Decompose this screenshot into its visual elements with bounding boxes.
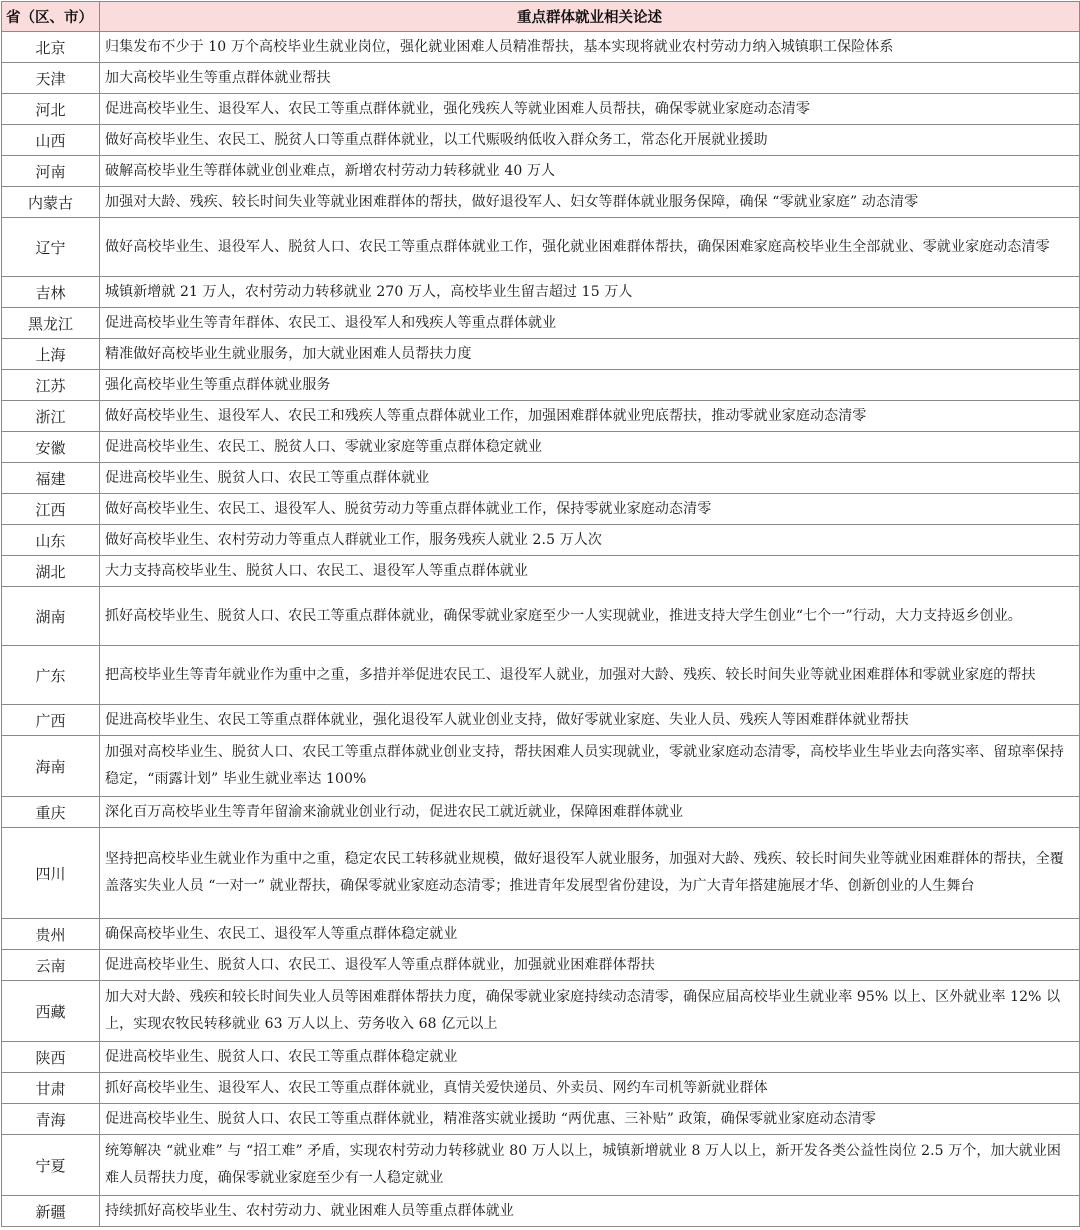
table-row xyxy=(2,919,1080,950)
province-cell: 福建 xyxy=(2,463,100,494)
table-row xyxy=(2,401,1080,432)
province-cell: 辽宁 xyxy=(2,218,100,277)
statement-cell: 做好高校毕业生、农村劳动力等重点人群就业工作，服务残疾人就业 2.5 万人次 xyxy=(100,525,1080,556)
table-row xyxy=(2,32,1080,63)
table-row xyxy=(2,187,1080,218)
province-cell: 重庆 xyxy=(2,797,100,828)
statement-cell: 促进高校毕业生、脱贫人口、农民工等重点群体稳定就业 xyxy=(100,1042,1080,1073)
statement-cell: 抓好高校毕业生、脱贫人口、农民工等重点群体就业，确保零就业家庭至少一人实现就业，推进支持大学生创业“七个一”行动，大力支持返乡创业。 xyxy=(100,587,1080,646)
province-cell: 西藏 xyxy=(2,981,100,1042)
statement-cell: 做好高校毕业生、农民工、退役军人、脱贫劳动力等重点群体就业工作，保持零就业家庭动态清零 xyxy=(100,494,1080,525)
table-row xyxy=(2,370,1080,401)
table-row xyxy=(2,1135,1080,1196)
statement-cell: 坚持把高校毕业生就业作为重中之重，稳定农民工转移就业规模，做好退役军人就业服务，加强对大龄、残疾、较长时间失业等就业困难群体的帮扶，全覆盖落实失业人员 “一对一” 就业帮扶，确保零就业家庭动态清零；推进青年发展型省份建设，为广大青年搭建施展才华、创新创业的人生舞台 xyxy=(100,828,1080,919)
statement-cell: 促进高校毕业生、农民工等重点群体就业，强化退役军人就业创业支持，做好零就业家庭、失业人员、残疾人等困难群体就业帮扶 xyxy=(100,705,1080,736)
statement-cell: 大力支持高校毕业生、脱贫人口、农民工、退役军人等重点群体就业 xyxy=(100,556,1080,587)
statement-cell: 城镇新增就 21 万人，农村劳动力转移就业 270 万人，高校毕业生留吉超过 15 万人 xyxy=(100,277,1080,308)
province-cell: 内蒙古 xyxy=(2,187,100,218)
statement-cell: 促进高校毕业生、脱贫人口、农民工等重点群体就业 xyxy=(100,463,1080,494)
province-cell: 黑龙江 xyxy=(2,308,100,339)
province-cell: 上海 xyxy=(2,339,100,370)
statement-cell: 归集发布不少于 10 万个高校毕业生就业岗位，强化就业困难人员精准帮扶，基本实现将就业农村劳动力纳入城镇职工保险体系 xyxy=(100,32,1080,63)
statement-cell: 促进高校毕业生、农民工、脱贫人口、零就业家庭等重点群体稳定就业 xyxy=(100,432,1080,463)
statement-cell: 抓好高校毕业生、退役军人、农民工等重点群体就业，真情关爱快递员、外卖员、网约车司机等新就业群体 xyxy=(100,1073,1080,1104)
statement-cell: 精准做好高校毕业生就业服务，加大就业困难人员帮扶力度 xyxy=(100,339,1080,370)
statement-cell: 持续抓好高校毕业生、农村劳动力、就业困难人员等重点群体就业 xyxy=(100,1196,1080,1227)
table-row xyxy=(2,587,1080,646)
province-cell: 贵州 xyxy=(2,919,100,950)
province-cell: 宁夏 xyxy=(2,1135,100,1196)
province-cell: 河南 xyxy=(2,156,100,187)
statement-cell: 加大高校毕业生等重点群体就业帮扶 xyxy=(100,63,1080,94)
province-cell: 北京 xyxy=(2,32,100,63)
table-row xyxy=(2,828,1080,919)
statement-cell: 确保高校毕业生、农民工、退役军人等重点群体稳定就业 xyxy=(100,919,1080,950)
statement-cell: 做好高校毕业生、退役军人、脱贫人口、农民工等重点群体就业工作，强化就业困难群体帮扶，确保困难家庭高校毕业生全部就业、零就业家庭动态清零 xyxy=(100,218,1080,277)
province-cell: 湖南 xyxy=(2,587,100,646)
statement-cell: 做好高校毕业生、退役军人、农民工和残疾人等重点群体就业工作，加强困难群体就业兜底帮扶，推动零就业家庭动态清零 xyxy=(100,401,1080,432)
province-cell: 河北 xyxy=(2,94,100,125)
province-cell: 湖北 xyxy=(2,556,100,587)
province-cell: 安徽 xyxy=(2,432,100,463)
table-row xyxy=(2,1042,1080,1073)
province-cell: 江西 xyxy=(2,494,100,525)
table-row xyxy=(2,432,1080,463)
province-cell: 海南 xyxy=(2,736,100,797)
table-row xyxy=(2,525,1080,556)
table-row xyxy=(2,125,1080,156)
table-row xyxy=(2,277,1080,308)
statement-cell: 促进高校毕业生、脱贫人口、农民工等重点群体就业，精准落实就业援助 “两优惠、三补贴” 政策，确保零就业家庭动态清零 xyxy=(100,1104,1080,1135)
statement-cell: 深化百万高校毕业生等青年留渝来渝就业创业行动，促进农民工就近就业，保障困难群体就业 xyxy=(100,797,1080,828)
table-row xyxy=(2,218,1080,277)
province-cell: 山西 xyxy=(2,125,100,156)
statement-cell: 加强对大龄、残疾、较长时间失业等就业困难群体的帮扶，做好退役军人、妇女等群体就业服务保障，确保 “零就业家庭” 动态清零 xyxy=(100,187,1080,218)
employment-policy-table xyxy=(1,1,1080,1227)
statement-cell: 把高校毕业生等青年就业作为重中之重，多措并举促进农民工、退役军人就业，加强对大龄、残疾、较长时间失业等就业困难群体和零就业家庭的帮扶 xyxy=(100,646,1080,705)
table-row xyxy=(2,94,1080,125)
province-cell: 浙江 xyxy=(2,401,100,432)
table-header-row xyxy=(2,2,1080,32)
province-cell: 新疆 xyxy=(2,1196,100,1227)
column-header-statement: 重点群体就业相关论述 xyxy=(100,2,1080,32)
table-row xyxy=(2,463,1080,494)
table-row xyxy=(2,1073,1080,1104)
statement-cell: 促进高校毕业生等青年群体、农民工、退役军人和残疾人等重点群体就业 xyxy=(100,308,1080,339)
table-row xyxy=(2,950,1080,981)
table-row xyxy=(2,556,1080,587)
statement-cell: 促进高校毕业生、退役军人、农民工等重点群体就业，强化残疾人等就业困难人员帮扶，确保零就业家庭动态清零 xyxy=(100,94,1080,125)
province-cell: 四川 xyxy=(2,828,100,919)
table-row xyxy=(2,646,1080,705)
statement-cell: 做好高校毕业生、农民工、脱贫人口等重点群体就业，以工代赈吸纳低收入群众务工，常态化开展就业援助 xyxy=(100,125,1080,156)
province-cell: 陕西 xyxy=(2,1042,100,1073)
province-cell: 吉林 xyxy=(2,277,100,308)
column-header-province: 省（区、市） xyxy=(2,2,100,32)
table-row xyxy=(2,797,1080,828)
statement-cell: 加强对高校毕业生、脱贫人口、农民工等重点群体就业创业支持，帮扶困难人员实现就业，零就业家庭动态清零，高校毕业生毕业去向落实率、留琼率保持稳定，“雨露计划” 毕业生就业率达 100% xyxy=(100,736,1080,797)
province-cell: 天津 xyxy=(2,63,100,94)
statement-cell: 加大对大龄、残疾和较长时间失业人员等困难群体帮扶力度，确保零就业家庭持续动态清零，确保应届高校毕业生就业率 95% 以上、区外就业率 12% 以上，实现农牧民转移就业 63 万人以上、劳务收入 68 亿元以上 xyxy=(100,981,1080,1042)
statement-cell: 统筹解决 “就业难” 与 “招工难” 矛盾，实现农村劳动力转移就业 80 万人以上，城镇新增就业 8 万人以上，新开发各类公益性岗位 2.5 万个，加大就业困难人员帮扶力度，确保零就业家庭至少有一人稳定就业 xyxy=(100,1135,1080,1196)
table-row xyxy=(2,308,1080,339)
table-row xyxy=(2,339,1080,370)
province-cell: 云南 xyxy=(2,950,100,981)
table-row xyxy=(2,736,1080,797)
table-row xyxy=(2,63,1080,94)
table-row xyxy=(2,1196,1080,1227)
statement-cell: 促进高校毕业生、脱贫人口、农民工、退役军人等重点群体就业，加强就业困难群体帮扶 xyxy=(100,950,1080,981)
table-row xyxy=(2,156,1080,187)
province-cell: 山东 xyxy=(2,525,100,556)
province-cell: 广西 xyxy=(2,705,100,736)
statement-cell: 强化高校毕业生等重点群体就业服务 xyxy=(100,370,1080,401)
table-row xyxy=(2,494,1080,525)
table-row xyxy=(2,705,1080,736)
statement-cell: 破解高校毕业生等群体就业创业难点，新增农村劳动力转移就业 40 万人 xyxy=(100,156,1080,187)
province-cell: 江苏 xyxy=(2,370,100,401)
table-row xyxy=(2,1104,1080,1135)
table-row xyxy=(2,981,1080,1042)
province-cell: 广东 xyxy=(2,646,100,705)
province-cell: 甘肃 xyxy=(2,1073,100,1104)
province-cell: 青海 xyxy=(2,1104,100,1135)
